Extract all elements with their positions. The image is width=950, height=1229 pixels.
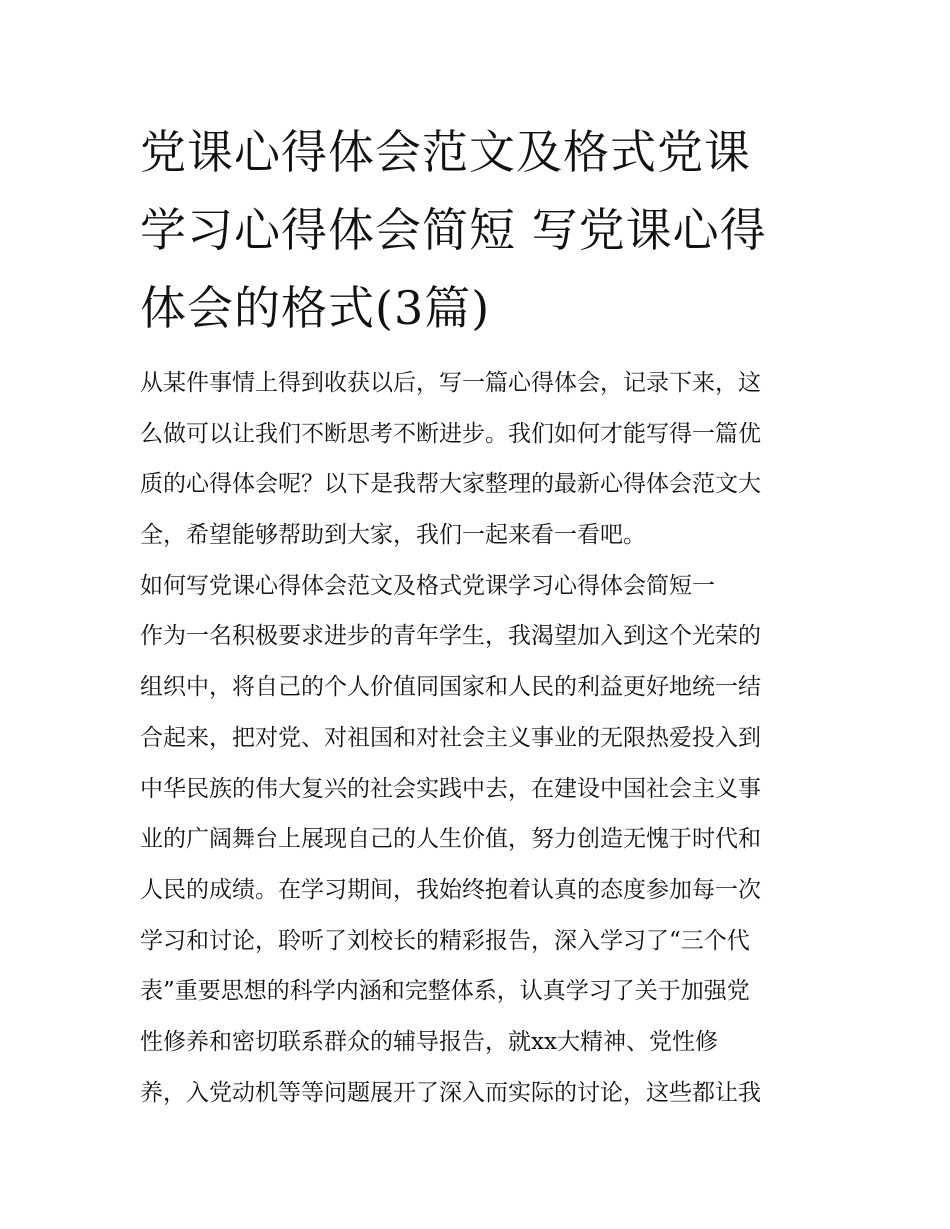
page-title	[140, 113, 820, 347]
body-line: 人民的成绩。在学习期间，我始终抱着认真的态度参加每一次	[140, 876, 761, 903]
body-line: 合起来，把对党、对祖国和对社会主义事业的无限热爱投入到	[140, 724, 761, 751]
body-line: 养，入党动机等等问题展开了深入而实际的讨论，这些都让我	[140, 1079, 761, 1106]
body-text	[140, 358, 820, 1118]
body-line: 作为一名积极要求进步的青年学生，我渴望加入到这个光荣的	[140, 623, 761, 650]
body-line: 业的广阔舞台上展现自己的人生价值，努力创造无愧于时代和	[140, 826, 761, 853]
body-line: 中华民族的伟大复兴的社会实践中去，在建设中国社会主义事	[140, 775, 761, 802]
title-line: 党课心得体会范文及格式党课	[140, 125, 751, 179]
body-line: 学习和讨论，聆听了刘校长的精彩报告，深入学习了“三个代	[140, 927, 750, 954]
body-line: 从某件事情上得到收获以后，写一篇心得体会，记录下来，这	[140, 370, 761, 396]
section-heading: 如何写党课心得体会范文及格式党课学习心得体会简短一	[140, 572, 715, 599]
body-line: 表”重要思想的科学内涵和完整体系，认真学习了关于加强党	[140, 978, 750, 1005]
title-line: 学习心得体会简短 写党课心得	[140, 203, 767, 257]
body-line: 性修养和密切联系群众的辅导报告，就xx大精神、党性修	[140, 1028, 718, 1055]
body-line: 组织中，将自己的个人价值同国家和人民的利益更好地统一结	[140, 674, 761, 701]
body-line: 全，希望能够帮助到大家，我们一起来看一看吧。	[140, 522, 646, 549]
title-line: 体会的格式(3篇)	[140, 281, 491, 335]
body-line: 么做可以让我们不断思考不断进步。我们如何才能写得一篇优	[140, 420, 761, 447]
body-line: 质的心得体会呢？以下是我帮大家整理的最新心得体会范文大	[140, 471, 761, 498]
